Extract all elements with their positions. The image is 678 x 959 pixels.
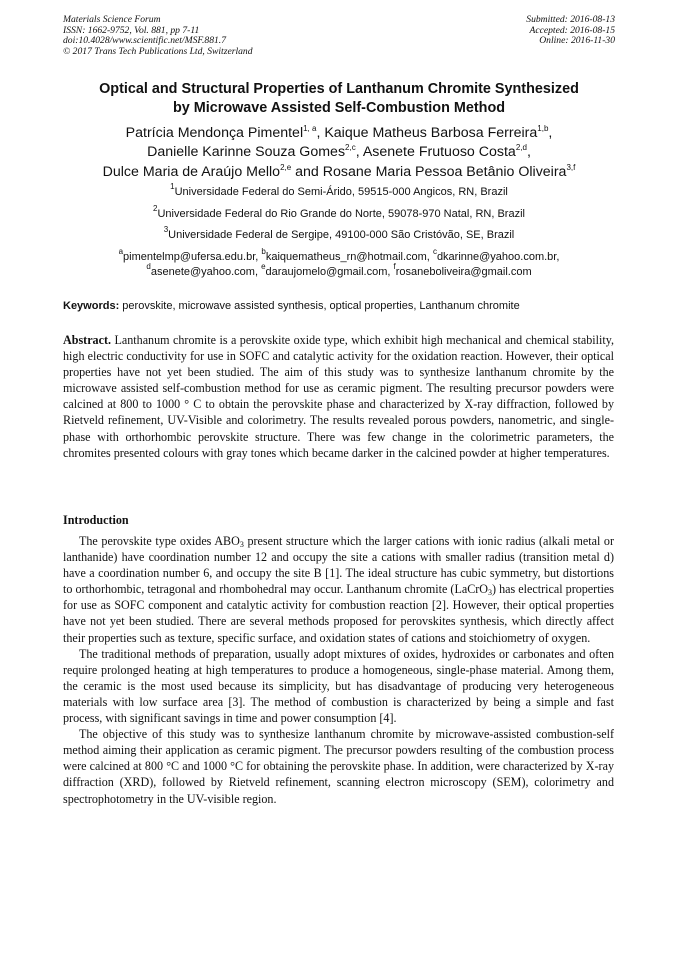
intro-paragraph-1 xyxy=(63,533,614,646)
journal-issn: ISSN: 1662-9752, Vol. 881, pp 7-11 xyxy=(63,24,200,36)
email-mark: b xyxy=(261,247,266,256)
affiliation-1 xyxy=(30,182,648,207)
email-address[interactable]: pimentelmp@ufersa.edu.br, xyxy=(123,251,262,263)
journal-info xyxy=(63,15,253,57)
abstract-label: Abstract. xyxy=(63,333,112,347)
author-separator: , xyxy=(355,144,363,161)
submission-dates xyxy=(526,15,615,47)
affiliation-mark: 2 xyxy=(153,203,158,213)
email-mark: a xyxy=(118,247,124,256)
title-line-2: by Microwave Assisted Self-Combustion Method xyxy=(172,100,506,116)
author-affil-mark: 2,e xyxy=(280,162,292,172)
abstract xyxy=(63,332,614,461)
author-affil-mark: 3,f xyxy=(566,162,576,172)
subscript: 3 xyxy=(488,588,493,598)
affiliation-text: Universidade Federal do Semi-Árido, 59515-000 Angicos, RN, Brazil xyxy=(174,186,508,198)
affiliation-mark: 1 xyxy=(170,182,175,191)
author-separator: and xyxy=(291,163,323,180)
submitted-date: Submitted: 2016-08-13 xyxy=(526,14,615,25)
intro-paragraph-3: The objective of this study was to synthesize lanthanum chromite by microwave-assisted combustion-self method aiming their application as ceramic pigment. The precursor powders resulting of the combustion process were calcined at 800 °C and 1000 °C for obtaining the perovskite phase. In addition, were characterized by X-ray diffraction (XRD), followed by Rietveld refinement, scanning electron microscopy (SEM), colorimetry and spectrophotometry in the UV-visible region. xyxy=(63,727,614,806)
author-separator: , xyxy=(548,125,553,141)
affiliation-list xyxy=(30,182,648,250)
online-date: Online: 2016-11-30 xyxy=(539,35,615,47)
email-line-2 xyxy=(30,262,648,280)
author-affil-mark: 2,d xyxy=(515,143,527,153)
email-mark: c xyxy=(432,247,437,256)
abstract-text: Lanthanum chromite is a perovskite oxide type, which exhibit high mechanical and chemical stability, high electric conductivity for use in SOFC and catalytic activity for the oxidation reaction. However, their optical properties have not yet been studied. The aim of this study was to synthesize lanthanum chromite by the microwave assisted self-combustion method for use as ceramic pigment. The resulting precursor powders were calcined at 800 to 1000 ° C to obtain the perovskite phase and characterized by X-ray diffraction, followed by Rietveld refinement, UV-Visible and colorimetry. The results revealed porous powders, nanometric, and single-phase with orthorhombic perovskite structure. There was few change in the colorimetric parameters, the chromites presented colours with gray tones which became darker in the calcined powder at higher temperatures. xyxy=(63,333,614,460)
intro-paragraph-2: The traditional methods of preparation, usually adopt mixtures of oxides, hydroxides or carbonates and often require prolonged heating at high temperatures to produce a homogeneous, single-phase material. Among them, the ceramic is the most used because its simplicity, but has disadvantage of producing very heterogeneous materials with low surface area [3]. The method of combustion is characterized by being a simple and fast process, with significant savings in time and power consumption [4]. xyxy=(63,646,614,726)
intro-p1-text-b: present structure which the larger cations with ionic radius (alkali metal or lanthanide) have coordination number 12 and occupy the site a cations with smaller radius (transition metal d) have a coordination number 6, and occupy the site B [1]. The ideal structure has cubic symmetry, but distortions to orthorhombic, tetragonal and rhombohedral may occur. Lanthanum chromite (LaCrO xyxy=(63,534,614,597)
email-mark: f xyxy=(393,262,396,271)
affiliation-text: Universidade Federal do Rio Grande do Norte, 59078-970 Natal, RN, Brazil xyxy=(157,207,525,220)
journal-doi[interactable]: doi:10.4028/www.scientific.net/MSF.881.7 xyxy=(63,35,226,47)
keywords-label: Keywords: xyxy=(63,300,120,312)
email-address[interactable]: daraujomelo@gmail.com, xyxy=(265,266,394,278)
journal-copyright: © 2017 Trans Tech Publications Ltd, Switzerland xyxy=(63,45,253,57)
author-separator: , xyxy=(316,125,325,141)
email-address[interactable]: rosaneboliveira@gmail.com xyxy=(395,266,532,278)
author-name: Rosane Maria Pessoa Betânio Oliveira xyxy=(322,163,567,180)
author-line-1 xyxy=(30,124,648,143)
author-name: Patrícia Mendonça Pimentel xyxy=(125,125,304,141)
email-mark: e xyxy=(261,262,266,271)
author-list xyxy=(30,124,648,182)
introduction-body xyxy=(63,533,614,807)
affiliation-2 xyxy=(30,203,648,229)
affiliation-text: Universidade Federal de Sergipe, 49100-000 São Cristóvão, SE, Brazil xyxy=(168,229,515,241)
email-address[interactable]: kaiquematheus_rn@hotmail.com, xyxy=(265,251,433,263)
author-separator: , xyxy=(526,144,531,161)
email-line-1 xyxy=(30,247,648,265)
subscript: 3 xyxy=(239,540,244,549)
email-mark: d xyxy=(146,262,151,271)
keywords xyxy=(63,299,623,314)
email-address[interactable]: dkarinne@yahoo.com.br, xyxy=(436,251,560,263)
author-affil-mark: 1,b xyxy=(537,124,549,133)
author-affil-mark: 1, a xyxy=(303,124,317,133)
email-address[interactable]: asenete@yahoo.com, xyxy=(150,266,262,278)
email-list xyxy=(30,247,648,280)
author-name: Asenete Frutuoso Costa xyxy=(362,144,516,161)
author-line-3 xyxy=(30,163,648,182)
intro-p1-text-c: ) has electrical properties for use as SOFC component and catalytic activity for combustion reaction [2]. However, their optical properties have not yet been studied. There are several methods proposed for perovskites synthesis, which directly affect their properties such as texture, specific surface, and oxidation states of cations and stoichiometry of oxygen. xyxy=(63,582,614,645)
section-heading-introduction: Introduction xyxy=(63,513,129,527)
author-name: Danielle Karinne Souza Gomes xyxy=(147,144,346,161)
title-line-1: Optical and Structural Properties of Lanthanum Chromite Synthesized xyxy=(99,81,579,97)
author-affil-mark: 2,c xyxy=(345,143,356,153)
paper-title xyxy=(40,80,638,118)
intro-p1-text-a: The perovskite type oxides ABO xyxy=(79,534,240,548)
author-name: Kaique Matheus Barbosa Ferreira xyxy=(324,125,538,141)
affiliation-mark: 3 xyxy=(163,225,169,234)
keywords-text: perovskite, microwave assisted synthesis, optical properties, Lanthanum chromite xyxy=(119,300,520,312)
author-name: Dulce Maria de Araújo Mello xyxy=(102,163,281,180)
author-line-2 xyxy=(30,143,648,162)
journal-name: Materials Science Forum xyxy=(63,14,161,25)
accepted-date: Accepted: 2016-08-15 xyxy=(529,24,615,36)
